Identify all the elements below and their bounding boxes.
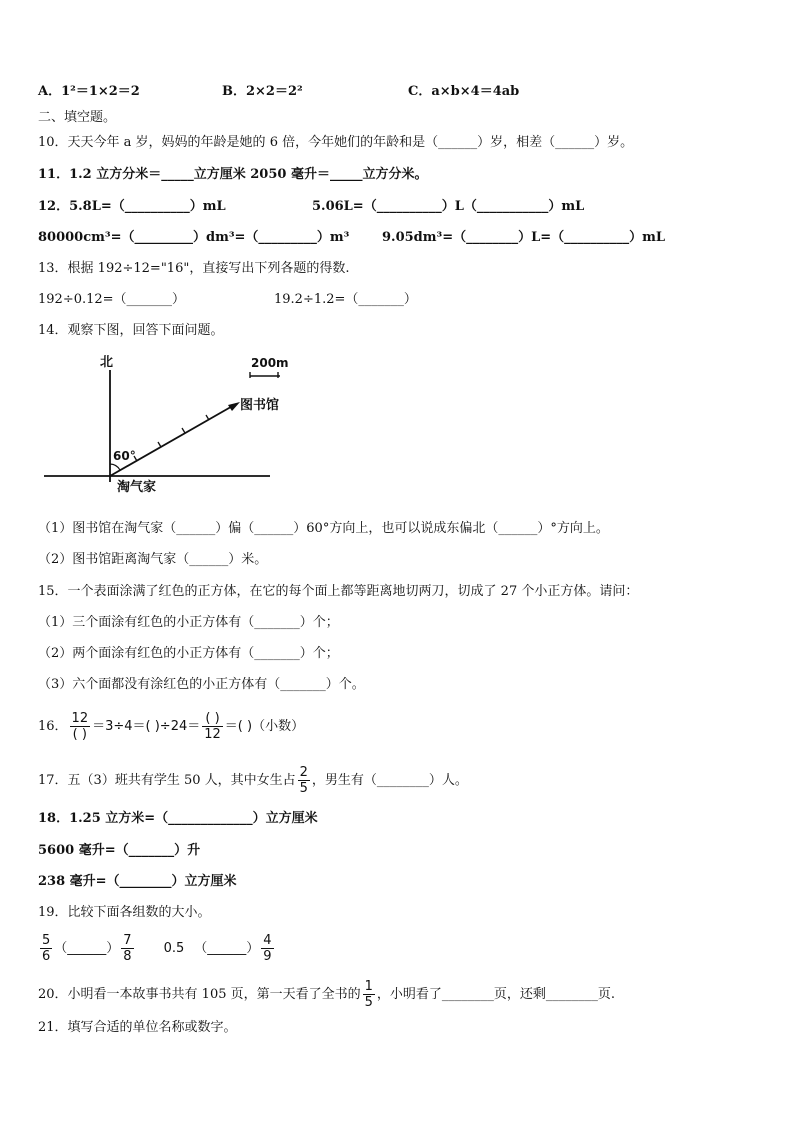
question-18b: 5600 毫升=（_______）升 xyxy=(38,843,201,858)
question-12c: 80000cm³=（_________）dm³=（_________）m³ xyxy=(38,230,350,245)
option-c: C．a×b×4＝4ab xyxy=(408,84,520,99)
question-20 xyxy=(38,976,615,1014)
question-12a: 12．5.8L=（__________）mL xyxy=(38,199,226,214)
q20-fraction xyxy=(363,979,375,1010)
q16-middle: ＝3÷4＝( )÷24＝ xyxy=(92,719,201,734)
question-15: 15．一个表面涂满了红色的正方体，在它的每个面上都等距离地切两刀，切成了 27 个小正方体。请问： xyxy=(38,584,639,599)
q19-fraction-3 xyxy=(261,933,273,964)
question-21: 21．填写合适的单位名称或数字。 xyxy=(38,1020,237,1035)
q17-num: 2 xyxy=(299,765,308,780)
q19-decimal: 0.5 xyxy=(163,941,185,956)
q19-blank-2: （______） xyxy=(194,941,260,956)
q19-fraction-2 xyxy=(121,933,133,964)
question-16 xyxy=(38,708,304,746)
q19-f3-den: 9 xyxy=(263,949,272,964)
q16-tail: ＝( )（小数） xyxy=(224,719,305,734)
q19-blank-1: （______） xyxy=(54,941,120,956)
option-a: A．1²＝1×2＝2 xyxy=(38,84,140,99)
q20-den: 5 xyxy=(364,995,373,1010)
question-13a: 192÷0.12=（_______） xyxy=(38,292,186,307)
north-label: 北 xyxy=(100,355,114,370)
question-12d: 9.05dm³=（________）L=（__________）mL xyxy=(382,230,666,245)
question-10: 10．天天今年 a 岁，妈妈的年龄是她的 6 倍，今年她们的年龄和是（______）岁，相差（______）岁。 xyxy=(38,135,634,150)
q20-pre: 20．小明看一本故事书共有 105 页，第一天看了全书的 xyxy=(38,987,361,1002)
q16-f2-num: ( ) xyxy=(202,711,223,727)
q17-pre: 17．五（3）班共有学生 50 人，其中女生占 xyxy=(38,773,296,788)
question-14-part1: （1）图书馆在淘气家（______）偏（______）60°方向上，也可以说成东偏北（______）°方向上。 xyxy=(38,521,609,536)
home-label: 淘气家 xyxy=(117,480,157,495)
question-19-compare xyxy=(38,930,276,968)
angle-label: 60° xyxy=(113,449,136,463)
q17-post: ，男生有（________）人。 xyxy=(311,773,468,788)
q19-f1-num: 5 xyxy=(42,933,51,948)
question-17 xyxy=(38,762,468,800)
q16-f2-den: 12 xyxy=(204,727,221,742)
question-14-part2: （2）图书馆距离淘气家（______）米。 xyxy=(38,552,268,567)
q19-f3-num: 4 xyxy=(263,933,272,948)
q19-f2-den: 8 xyxy=(123,949,132,964)
q16-fraction-2 xyxy=(202,711,223,742)
question-18c: 238 毫升=（________）立方厘米 xyxy=(38,874,237,889)
q20-num: 1 xyxy=(364,979,373,994)
question-19: 19．比较下面各组数的大小。 xyxy=(38,905,211,920)
q16-label: 16． xyxy=(38,719,68,734)
q17-den: 5 xyxy=(299,781,308,796)
question-15-part3: （3）六个面都没有涂红色的小正方体有（_______）个。 xyxy=(38,677,365,692)
option-b: B．2×2＝2² xyxy=(222,84,303,99)
q19-f1-den: 6 xyxy=(42,949,51,964)
question-15-part2: （2）两个面涂有红色的小正方体有（_______）个； xyxy=(38,646,339,661)
library-label: 图书馆 xyxy=(240,398,280,413)
q16-f1-num: 12 xyxy=(71,711,89,726)
q20-post: ，小明看了________页，还剩________页. xyxy=(376,987,616,1002)
q19-f2-num: 7 xyxy=(123,933,132,948)
question-18a: 18．1.25 立方米=（_____________）立方厘米 xyxy=(38,811,318,826)
q17-fraction xyxy=(298,765,310,796)
q16-fraction-1 xyxy=(70,711,91,742)
section-heading: 二、填空题。 xyxy=(38,110,117,125)
question-12b: 5.06L=（__________）L（___________）mL xyxy=(312,199,585,214)
question-13b: 19.2÷1.2=（_______） xyxy=(274,292,417,307)
scale-label: 200m xyxy=(251,356,289,370)
q16-f1-den: ( ) xyxy=(72,727,87,742)
question-11: 11．1.2 立方分米＝_____立方厘米 2050 毫升＝_____立方分米。 xyxy=(38,167,428,182)
question-14: 14．观察下图，回答下面问题。 xyxy=(38,323,224,338)
q19-fraction-1 xyxy=(40,933,52,964)
question-13: 13．根据 192÷12="16"，直接写出下列各题的得数. xyxy=(38,261,350,276)
direction-diagram xyxy=(40,350,280,505)
question-15-part1: （1）三个面涂有红色的小正方体有（_______）个； xyxy=(38,615,339,630)
